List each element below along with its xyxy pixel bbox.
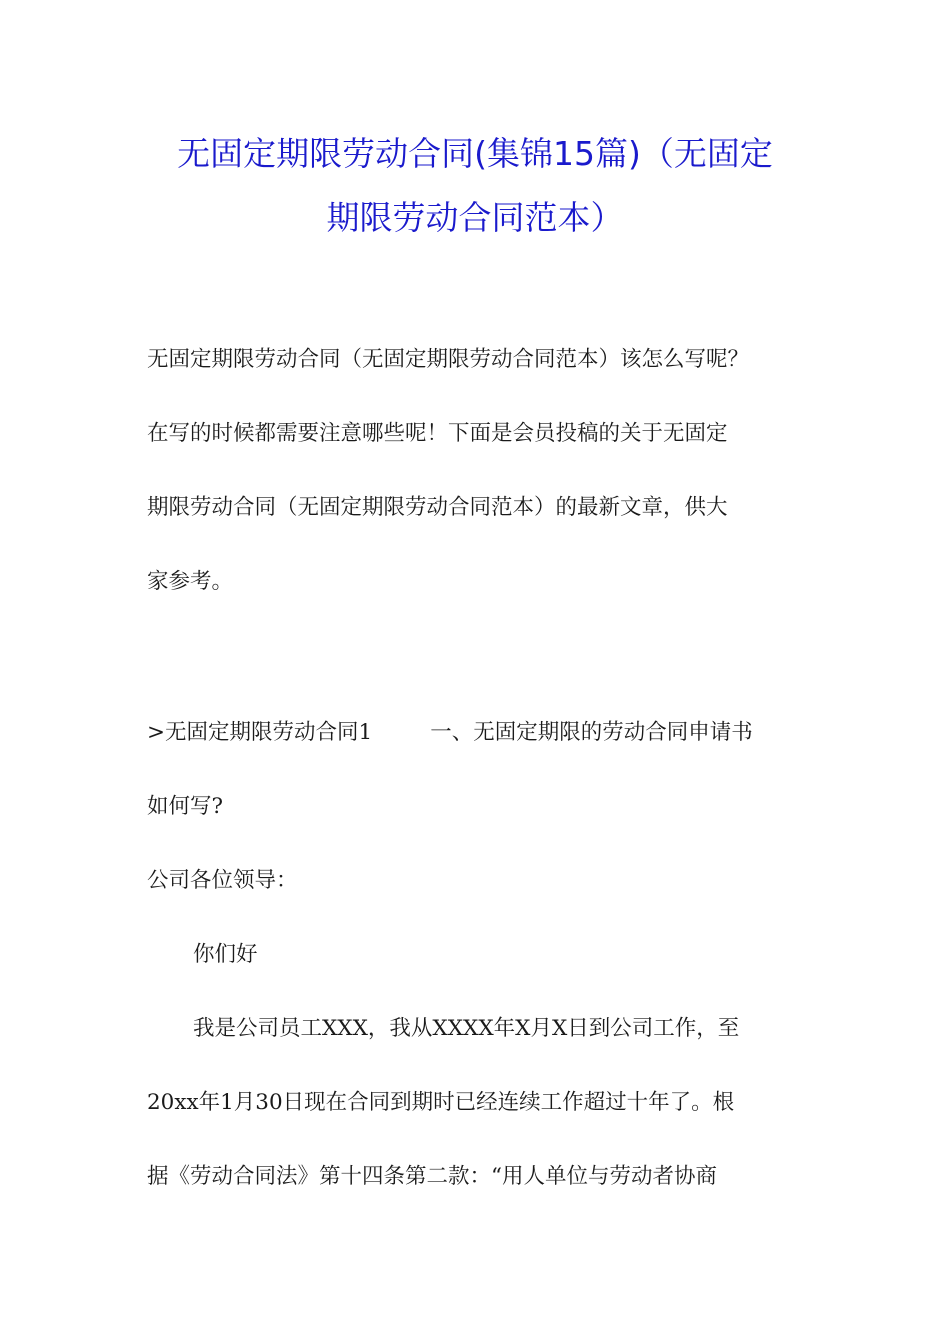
- intro-line: 家参考。: [147, 569, 234, 594]
- body-line: 我是公司员工XXX，我从XXXX年X月X日到公司工作，至: [193, 1016, 740, 1041]
- title-line-1: 无固定期限劳动合同(集锦15篇)（无固定: [177, 134, 773, 173]
- body-line: 20xx年1月30日现在合同到期时已经连续工作超过十年了。根: [147, 1090, 735, 1115]
- body-line: 据《劳动合同法》第十四条第二款：“用人单位与劳动者协商: [147, 1164, 717, 1189]
- section-heading-rest: 一、无固定期限的劳动合同申请书: [430, 720, 753, 745]
- intro-line: 在写的时候都需要注意哪些呢！下面是会员投稿的关于无固定: [147, 421, 728, 446]
- document-title: [80, 122, 870, 250]
- intro-paragraph: [147, 323, 807, 619]
- salutation: 公司各位领导：: [147, 868, 298, 893]
- section-1: [147, 696, 807, 1214]
- section-heading-prefix: >无固定期限劳动合同1: [147, 720, 373, 745]
- section-heading: [147, 696, 807, 770]
- intro-line: 无固定期限劳动合同（无固定期限劳动合同范本）该怎么写呢？: [147, 347, 750, 372]
- section-heading-cont: 如何写?: [147, 794, 224, 819]
- greeting: 你们好: [193, 942, 258, 967]
- title-line-2: 期限劳动合同范本）: [326, 198, 624, 237]
- intro-line: 期限劳动合同（无固定期限劳动合同范本）的最新文章，供大: [147, 495, 728, 520]
